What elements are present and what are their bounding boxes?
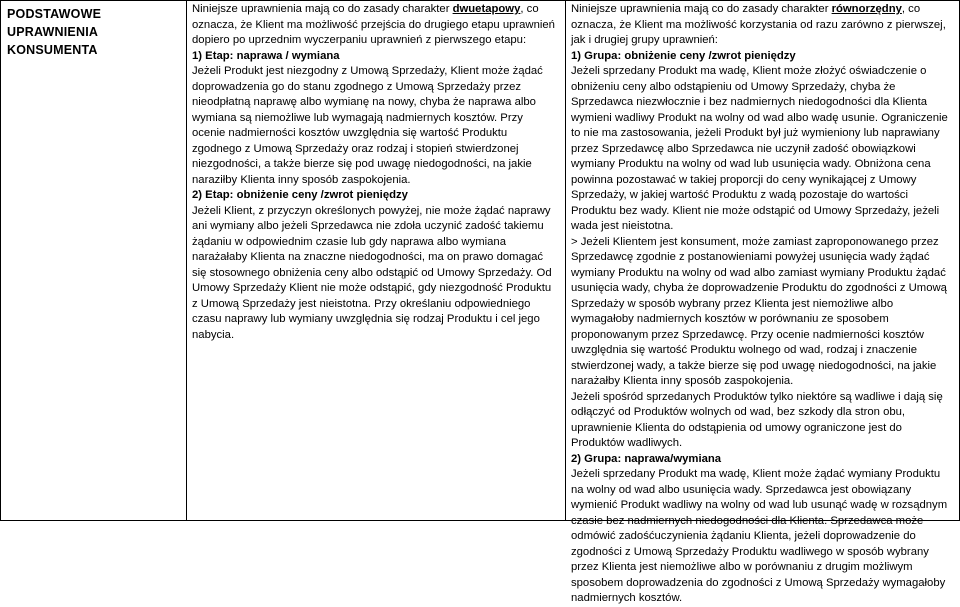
two-stage-intro [192, 2, 559, 49]
two-stage-rights-column [187, 1, 566, 520]
equal-rights-cell [566, 1, 959, 607]
stage1-text: Jeżeli Produkt jest niezgodny z Umową Sprzedaży, Klient może żądać doprowadzenia go do stanu zgodnego z Umową Sprzedaży przez nieodpłatną naprawę albo wymianę na nowy, chyba że naprawa albo wymiana są niemożliwe lub wymagają nadmiernych kosztów. Przy ocenie nadmierności kosztów uwzględnia się wartość Produktu zgodnego z Umową Sprzedaży oraz rodzaj i stopień stwierdzonej niezgodności, a także bierze się pod uwagę niedogodności, na jakie naraziłby Klienta inny sposób zaspokojenia. [192, 65, 543, 186]
group2-heading: 2) Grupa: naprawa/wymiana [571, 452, 722, 465]
intro-text-cont: , co oznacza, że Klient ma możliwość korzystania od razu zarówno z pierwszej, jak i drugiej grupy uprawnień: [571, 3, 946, 46]
group2-text: Jeżeli sprzedany Produkt ma wadę, Klient może żądać wymiany Produktu na wolny od wad albo usunięcia wady. Sprzedawca jest obowiązany wymienić Produkt wadliwy na wolny od wad lub usunąć wadę w rozsądnym czasie bez nadmiernych niedogodności dla Klienta. Sprzedawca może odmówić zadośćuczynienia żądaniu Klienta, jeżeli doprowadzenie do zgodności z Umową Sprzedaży Produktu wadliwego w sposób wybrany przez Klienta jest niemożliwe albo w porównaniu z drugim możliwym sposobem doprowadzenia do zgodności z Umową Sprzedaży wymagałoby nadmiernych kosztów. [571, 468, 948, 604]
section-title: PODSTAWOWE UPRAWNIENIA KONSUMENTA [7, 7, 102, 57]
group1-text: Jeżeli sprzedany Produkt ma wadę, Klient może złożyć oświadczenie o obniżeniu ceny albo odstąpieniu od Umowy Sprzedaży, chyba że Sprzedawca niezwłocznie i bez nadmiernych niedogodności dla Klienta wymieni wadliwy Produkt na wolny od wad albo wadę usunie. Ograniczenie to nie ma zastosowania, jeżeli Produkt był już wymieniony lub naprawiany przez Sprzedawcę albo Sprzedawca nie uczynił zadość obowiązkowi wymiany Produktu na wolny od wad lub usunięcia wady. Obniżona cena powinna pozostawać w takiej proporcji do ceny wynikającej z Umowy Sprzedaży, w jakiej wartość Produktu z wadą pozostaje do wartości Produktu bez wady. Klient nie może odstąpić od Umowy Sprzedaży, jeżeli wada jest nieistotna. [571, 65, 948, 232]
group1-heading: 1) Grupa: obniżenie ceny /zwrot pieniędzy [571, 49, 796, 62]
intro-keyword: równorzędny [831, 3, 902, 15]
group1-partial-text: Jeżeli spośród sprzedanych Produktów tylko niektóre są wadliwe i dają się odłączyć od Produktów wolnych od wad, bez szkody dla stron obu, uprawnienie Klienta do odstąpienia od umowy ograniczone jest do Produktów wadliwych. [571, 390, 943, 449]
stage1-heading: 1) Etap: naprawa / wymiana [192, 49, 340, 62]
stage2-heading: 2) Etap: obniżenie ceny /zwrot pieniędzy [192, 189, 408, 201]
stage2-text: Jeżeli Klient, z przyczyn określonych powyżej, nie może żądać naprawy ani wymiany albo jeżeli Sprzedawca nie zdoła uczynić zadość takiemu żądaniu w odpowiednim czasie lub gdy naprawa albo wymiana narażałaby Klienta na znaczne niedogodności, ma on prawo domagać się stosownego obniżenia ceny albo odstąpić od Umowy Sprzedaży. Od Umowy Sprzedaży Klient nie może odstąpić, gdy niezgodność Produktu z Umową Sprzedaży jest nieistotna. Przy określaniu odpowiedniego czasu naprawy lub wymiany uwzględnia się rodzaj Produktu i cel jego nabycia. [192, 204, 552, 341]
title-column [1, 1, 187, 520]
intro-text-cont: , co oznacza, że Klient ma możliwość przejścia do drugiego etapu uprawnień dopiero po uprzednim wyczerpaniu uprawnień z pierwszego etapu: [192, 3, 555, 46]
equal-intro [571, 2, 953, 49]
two-stage-rights-cell [187, 1, 565, 343]
intro-text: Niniejsze uprawnienia mają co do zasady charakter [192, 3, 453, 15]
equal-rights-column [566, 1, 959, 604]
intro-text: Niniejsze uprawnienia mają co do zasady charakter [571, 3, 832, 15]
group1-consumer-text: > Jeżeli Klientem jest konsument, może zamiast zaproponowanego przez Sprzedawcę zgodnie z postanowieniami powyżej usunięcia wady żądać wymiany Produktu na wolny od wad albo zamiast wymiany Produktu żądać usunięcia wady, chyba że doprowadzenie Produktu do zgodności z Umową Sprzedaży w sposób wybrany przez Klienta jest niemożliwe albo wymagałoby nadmiernych kosztów w porównaniu ze sposobem proponowanym przez Sprzedawcę. Przy ocenie nadmierności kosztów uwzględnia się wartość Produktu wolnego od wad, rodzaj i znaczenie stwierdzonej wady, a także bierze się pod uwagę niedogodności, na jakie narażałby Klienta inny sposób zaspokojenia. [571, 235, 947, 387]
intro-keyword: dwuetapowy [452, 3, 521, 15]
